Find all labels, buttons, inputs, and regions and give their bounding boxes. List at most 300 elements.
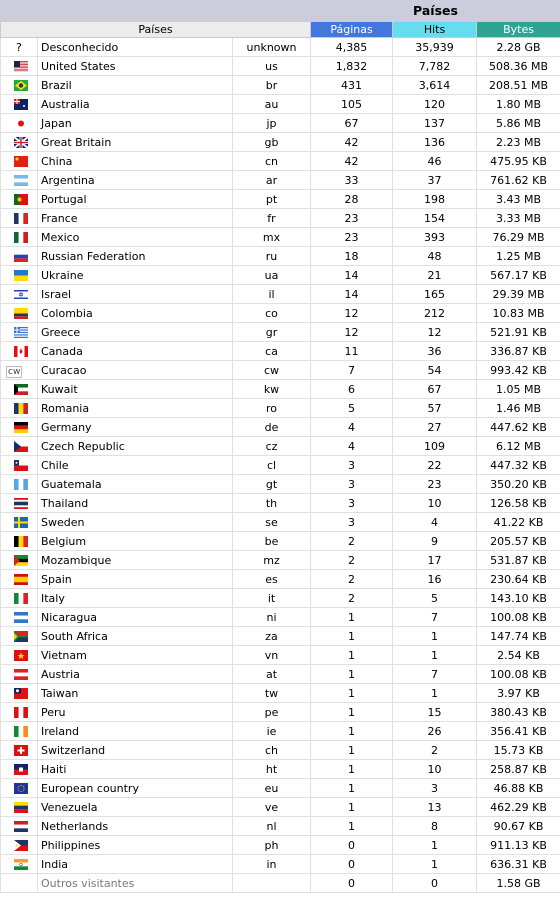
header-bytes: Bytes [477,22,560,38]
bytes-value: 1.25 MB [477,247,560,266]
hits-value: 10 [393,494,477,513]
hits-value: 67 [393,380,477,399]
table-row [1,114,560,133]
se-flag-icon [1,513,38,532]
country-name: Ukraine [38,266,233,285]
country-name: Taiwan [38,684,233,703]
pages-value: 3 [311,456,393,475]
hits-value: 1 [393,627,477,646]
country-code: ca [233,342,311,361]
hits-value: 21 [393,266,477,285]
bytes-value: 100.08 KB [477,665,560,684]
country-code: za [233,627,311,646]
bytes-value: 41.22 KB [477,513,560,532]
hits-value: 48 [393,247,477,266]
country-code: th [233,494,311,513]
table-row [1,38,560,57]
pages-value: 0 [311,874,393,893]
country-code: kw [233,380,311,399]
hits-value: 15 [393,703,477,722]
table-row [1,494,560,513]
hits-value: 22 [393,456,477,475]
table-row [1,323,560,342]
country-name: Philippines [38,836,233,855]
country-code: pe [233,703,311,722]
pages-value: 4 [311,418,393,437]
hits-value: 27 [393,418,477,437]
header-countries: Países [1,22,311,38]
country-code: ro [233,399,311,418]
eu-flag-icon [1,779,38,798]
country-code: br [233,76,311,95]
pages-value: 1 [311,722,393,741]
hits-value: 1 [393,836,477,855]
country-code: ch [233,741,311,760]
table-row [1,399,560,418]
country-code: cn [233,152,311,171]
pages-value: 7 [311,361,393,380]
bytes-value: 15.73 KB [477,741,560,760]
pages-value: 2 [311,551,393,570]
hits-value: 136 [393,133,477,152]
country-name: United States [38,57,233,76]
country-code: cz [233,437,311,456]
table-row [1,95,560,114]
country-name: Germany [38,418,233,437]
country-code: gr [233,323,311,342]
other-visitors-row [1,874,560,893]
vn-flag-icon [1,646,38,665]
hits-value: 393 [393,228,477,247]
country-name: Desconhecido [38,38,233,57]
hits-value: 13 [393,798,477,817]
bytes-value: 147.74 KB [477,627,560,646]
country-name: Brazil [38,76,233,95]
br-flag-icon [1,76,38,95]
pages-value: 23 [311,228,393,247]
hits-value: 7 [393,608,477,627]
hits-value: 1 [393,855,477,874]
ru-flag-icon [1,247,38,266]
th-flag-icon [1,494,38,513]
country-code: gb [233,133,311,152]
bytes-value: 10.83 MB [477,304,560,323]
country-name: Mozambique [38,551,233,570]
bytes-value: 508.36 MB [477,57,560,76]
country-name: Sweden [38,513,233,532]
bytes-value: 3.33 MB [477,209,560,228]
hits-value: 154 [393,209,477,228]
ca-flag-icon [1,342,38,361]
bytes-value: 521.91 KB [477,323,560,342]
pages-value: 42 [311,133,393,152]
table-row [1,456,560,475]
hits-value: 8 [393,817,477,836]
country-code: ni [233,608,311,627]
country-code: in [233,855,311,874]
country-code: es [233,570,311,589]
country-code: mz [233,551,311,570]
country-code: co [233,304,311,323]
us-flag-icon [1,57,38,76]
country-name: Greece [38,323,233,342]
bytes-value: 2.23 MB [477,133,560,152]
country-name: Canada [38,342,233,361]
pages-value: 105 [311,95,393,114]
table-row [1,532,560,551]
hits-value: 1 [393,684,477,703]
pages-value: 3 [311,513,393,532]
country-name: Vietnam [38,646,233,665]
table-row [1,475,560,494]
table-row [1,266,560,285]
gr-flag-icon [1,323,38,342]
ve-flag-icon [1,798,38,817]
fr-flag-icon [1,209,38,228]
hits-value: 0 [393,874,477,893]
country-code: ar [233,171,311,190]
ie-flag-icon [1,722,38,741]
countries-table [0,21,560,893]
table-row [1,513,560,532]
ht-flag-icon [1,760,38,779]
bytes-value: 911.13 KB [477,836,560,855]
hits-value: 9 [393,532,477,551]
pages-value: 1 [311,779,393,798]
country-name: Israel [38,285,233,304]
unknown-flag-icon [1,38,38,57]
pages-value: 67 [311,114,393,133]
hits-value: 46 [393,152,477,171]
bytes-value: 126.58 KB [477,494,560,513]
za-flag-icon [1,627,38,646]
pages-value: 1 [311,608,393,627]
pages-value: 1 [311,798,393,817]
pt-flag-icon [1,190,38,209]
table-row [1,817,560,836]
bytes-value: 531.87 KB [477,551,560,570]
pages-value: 1 [311,665,393,684]
bytes-value: 205.57 KB [477,532,560,551]
country-name: Nicaragua [38,608,233,627]
pages-value: 2 [311,589,393,608]
table-row [1,608,560,627]
table-row [1,703,560,722]
country-name: Peru [38,703,233,722]
pages-value: 18 [311,247,393,266]
country-code: eu [233,779,311,798]
country-code: ph [233,836,311,855]
table-body [1,38,560,893]
pages-value: 14 [311,266,393,285]
header-pages: Páginas [311,22,393,38]
country-code: ht [233,760,311,779]
pages-value: 1 [311,817,393,836]
hits-value: 37 [393,171,477,190]
pages-value: 12 [311,323,393,342]
pages-value: 4,385 [311,38,393,57]
co-flag-icon [1,304,38,323]
bytes-value: 29.39 MB [477,285,560,304]
bytes-value: 350.20 KB [477,475,560,494]
au-flag-icon [1,95,38,114]
hits-value: 54 [393,361,477,380]
pages-value: 1 [311,627,393,646]
country-name: Switzerland [38,741,233,760]
pages-value: 1,832 [311,57,393,76]
pages-value: 42 [311,152,393,171]
hits-value: 7 [393,665,477,684]
pages-value: 0 [311,855,393,874]
hits-value: 10 [393,760,477,779]
country-name: Thailand [38,494,233,513]
bytes-value: 475.95 KB [477,152,560,171]
il-flag-icon [1,285,38,304]
table-row [1,152,560,171]
pages-value: 6 [311,380,393,399]
bytes-value: 1.58 GB [477,874,560,893]
table-row [1,551,560,570]
cl-flag-icon [1,456,38,475]
hits-value: 5 [393,589,477,608]
in-flag-icon [1,855,38,874]
table-row [1,190,560,209]
bytes-value: 447.32 KB [477,456,560,475]
country-code: au [233,95,311,114]
country-name: Venezuela [38,798,233,817]
cz-flag-icon [1,437,38,456]
table-row [1,209,560,228]
bytes-value: 993.42 KB [477,361,560,380]
country-name: India [38,855,233,874]
country-code: pt [233,190,311,209]
de-flag-icon [1,418,38,437]
country-name: Ireland [38,722,233,741]
country-code: jp [233,114,311,133]
pages-value: 23 [311,209,393,228]
country-name: Kuwait [38,380,233,399]
bytes-value: 1.05 MB [477,380,560,399]
country-name: France [38,209,233,228]
hits-value: 16 [393,570,477,589]
hits-value: 137 [393,114,477,133]
hits-value: 2 [393,741,477,760]
country-code: be [233,532,311,551]
hits-value: 3,614 [393,76,477,95]
nl-flag-icon [1,817,38,836]
pages-value: 2 [311,532,393,551]
cw-flag-icon [1,361,38,380]
country-name: Netherlands [38,817,233,836]
pages-value: 14 [311,285,393,304]
bytes-value: 90.67 KB [477,817,560,836]
hits-value: 36 [393,342,477,361]
broken-image-icon: cw [8,366,21,377]
bytes-value: 636.31 KB [477,855,560,874]
table-row [1,418,560,437]
hits-value: 17 [393,551,477,570]
pages-value: 1 [311,684,393,703]
table-row [1,228,560,247]
table-row [1,646,560,665]
pages-value: 4 [311,437,393,456]
country-code: cw [233,361,311,380]
mx-flag-icon [1,228,38,247]
header-hits: Hits [393,22,477,38]
country-name: Great Britain [38,133,233,152]
hits-value: 109 [393,437,477,456]
bytes-value: 1.80 MB [477,95,560,114]
country-code: tw [233,684,311,703]
country-code: it [233,589,311,608]
gb-flag-icon [1,133,38,152]
bytes-value: 356.41 KB [477,722,560,741]
table-row [1,285,560,304]
country-code: fr [233,209,311,228]
country-name: Guatemala [38,475,233,494]
country-code: nl [233,817,311,836]
table-row [1,589,560,608]
pages-value: 11 [311,342,393,361]
country-code: cl [233,456,311,475]
pages-value: 33 [311,171,393,190]
unknown-flag-icon: ? [16,40,22,54]
country-code: at [233,665,311,684]
country-code: se [233,513,311,532]
ni-flag-icon [1,608,38,627]
table-row [1,342,560,361]
hits-value: 198 [393,190,477,209]
country-name: Belgium [38,532,233,551]
country-code: us [233,57,311,76]
bytes-value: 143.10 KB [477,589,560,608]
bytes-value: 46.88 KB [477,779,560,798]
bytes-value: 208.51 MB [477,76,560,95]
hits-value: 26 [393,722,477,741]
country-code: ua [233,266,311,285]
cn-flag-icon [1,152,38,171]
bytes-value: 336.87 KB [477,342,560,361]
country-name: Italy [38,589,233,608]
jp-flag-icon [1,114,38,133]
pe-flag-icon [1,703,38,722]
bytes-value: 3.97 KB [477,684,560,703]
country-name: Argentina [38,171,233,190]
country-code: il [233,285,311,304]
table-row [1,76,560,95]
other-visitors-label: Outros visitantes [38,874,233,893]
country-name: Chile [38,456,233,475]
country-name: Romania [38,399,233,418]
hits-value: 1 [393,646,477,665]
table-row [1,741,560,760]
bytes-value: 447.62 KB [477,418,560,437]
bytes-value: 5.86 MB [477,114,560,133]
hits-value: 12 [393,323,477,342]
pages-value: 1 [311,703,393,722]
bytes-value: 380.43 KB [477,703,560,722]
table-row [1,684,560,703]
hits-value: 57 [393,399,477,418]
bytes-value: 1.46 MB [477,399,560,418]
country-name: Spain [38,570,233,589]
pages-value: 431 [311,76,393,95]
pages-value: 12 [311,304,393,323]
ro-flag-icon [1,399,38,418]
country-name: China [38,152,233,171]
hits-value: 165 [393,285,477,304]
bytes-value: 2.28 GB [477,38,560,57]
table-row [1,361,560,380]
pages-value: 2 [311,570,393,589]
bytes-value: 761.62 KB [477,171,560,190]
hits-value: 120 [393,95,477,114]
pages-value: 3 [311,475,393,494]
table-header-row [1,22,560,38]
tw-flag-icon [1,684,38,703]
pages-value: 1 [311,646,393,665]
hits-value: 3 [393,779,477,798]
country-name: Haiti [38,760,233,779]
country-name: Portugal [38,190,233,209]
table-row [1,57,560,76]
bytes-value: 76.29 MB [477,228,560,247]
hits-value: 35,939 [393,38,477,57]
report-title-bar [0,0,560,21]
bytes-value: 2.54 KB [477,646,560,665]
country-code: mx [233,228,311,247]
country-name: Colombia [38,304,233,323]
table-row [1,665,560,684]
country-name: Mexico [38,228,233,247]
table-row [1,380,560,399]
pages-value: 1 [311,760,393,779]
pages-value: 3 [311,494,393,513]
bytes-value: 567.17 KB [477,266,560,285]
pages-value: 28 [311,190,393,209]
bytes-value: 6.12 MB [477,437,560,456]
pages-value: 1 [311,741,393,760]
table-row [1,855,560,874]
hits-value: 212 [393,304,477,323]
ua-flag-icon [1,266,38,285]
table-row [1,779,560,798]
ch-flag-icon [1,741,38,760]
gt-flag-icon [1,475,38,494]
country-code: ru [233,247,311,266]
report-title: Países [413,3,458,18]
pages-value: 5 [311,399,393,418]
country-code: de [233,418,311,437]
table-row [1,304,560,323]
at-flag-icon [1,665,38,684]
country-code: vn [233,646,311,665]
country-code: gt [233,475,311,494]
country-name: South Africa [38,627,233,646]
es-flag-icon [1,570,38,589]
table-row [1,247,560,266]
hits-value: 23 [393,475,477,494]
be-flag-icon [1,532,38,551]
bytes-value: 100.08 KB [477,608,560,627]
table-row [1,171,560,190]
table-row [1,798,560,817]
bytes-value: 462.29 KB [477,798,560,817]
country-name: Australia [38,95,233,114]
it-flag-icon [1,589,38,608]
country-code: ve [233,798,311,817]
country-code: ie [233,722,311,741]
